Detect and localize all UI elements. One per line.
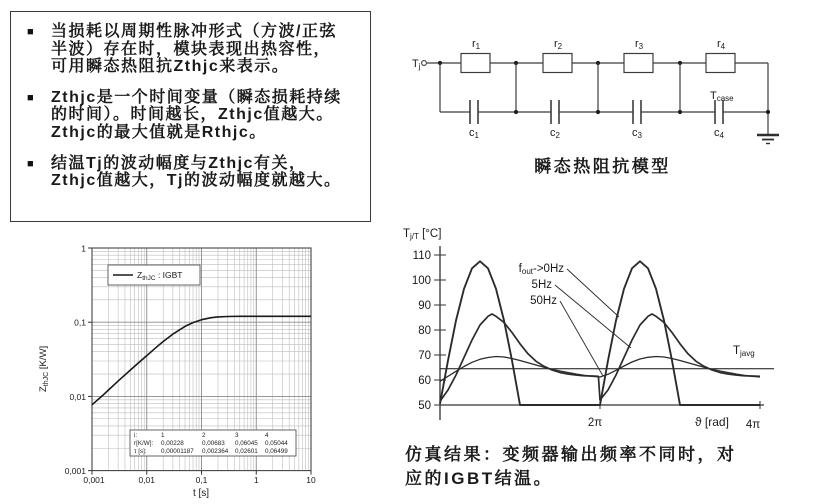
zth-x-ticks xyxy=(83,471,316,485)
table-cell: 0,00228 xyxy=(161,440,184,447)
info-box xyxy=(10,11,371,222)
thermal-impedance-circuit-diagram xyxy=(405,22,805,152)
bullet-text xyxy=(51,155,341,190)
capacitor-c2 xyxy=(550,100,561,140)
bullet-item xyxy=(27,23,364,76)
zth-chart xyxy=(20,240,352,504)
curve-0hz xyxy=(440,261,760,405)
y-tick-label: 0,001 xyxy=(64,466,86,477)
bullet-item xyxy=(27,89,364,142)
bullet-line: Zthjc的最大值就是Rthjc。 xyxy=(51,123,267,141)
bullet-square-icon: ■ xyxy=(27,157,34,170)
circuit-caption: 瞬态热阻抗模型 xyxy=(534,157,671,176)
resistor-r4 xyxy=(706,38,735,73)
table-cell: 0,06045 xyxy=(235,440,258,447)
y-tick-label: 100 xyxy=(411,275,431,287)
y-tick-label: 0,1 xyxy=(74,317,86,328)
table-cell: 3 xyxy=(235,432,239,439)
simulation-caption xyxy=(405,443,795,491)
table-cell: 4 xyxy=(265,432,269,439)
bullet-line: 当损耗以周期性脉冲形式（方波/正弦 xyxy=(51,23,337,40)
tj-y-ticks xyxy=(412,250,446,412)
bullet-text xyxy=(51,89,342,142)
resistor-r2 xyxy=(543,38,572,73)
zth-y-ticks xyxy=(65,244,92,477)
capacitor-c3 xyxy=(632,100,643,140)
bullet-line: 的时间）。时间越长，Zthjc值越大。 xyxy=(51,106,334,124)
r2-label: r2 xyxy=(554,38,563,51)
y-tick-label: 50 xyxy=(418,400,431,412)
table-cell: 0,00683 xyxy=(202,440,225,447)
tj-node xyxy=(412,58,426,71)
x-tick-label: 1 xyxy=(253,475,259,485)
junction-temperature-chart xyxy=(400,220,790,440)
caption-line: 仿真结果：变频器输出频率不同时，对 xyxy=(405,445,737,464)
r4-label: r4 xyxy=(717,38,726,51)
y-tick-label: 1 xyxy=(81,243,86,254)
tcase-label: Tcase xyxy=(710,90,734,103)
table-cell: 0,002364 xyxy=(202,448,229,455)
leader-line-5hz xyxy=(555,285,631,348)
terminal-circle-icon xyxy=(422,61,427,66)
bullet-line: Zthjc是一个时间变量（瞬态损耗持续 xyxy=(51,88,342,106)
table-cell: 0,05044 xyxy=(265,440,288,447)
label-fout-0hz: fout->0Hz xyxy=(518,263,564,276)
bullet-item xyxy=(27,155,364,190)
zth-x-axis-title: t [s] xyxy=(192,488,210,499)
leader-line-50hz xyxy=(560,301,603,376)
bullet-line: 结温Tj的波动幅度与Zthjc有关， xyxy=(51,154,307,172)
label-50hz: 50Hz xyxy=(530,295,557,307)
ground-icon xyxy=(757,135,779,144)
y-tick-label: 0,01 xyxy=(69,391,86,402)
bullet-line: 可用瞬态热阻抗Zthjc来表示。 xyxy=(51,58,290,76)
resistor-r1 xyxy=(461,38,490,73)
x-tick-label: 0,01 xyxy=(138,475,156,485)
bottom-rail xyxy=(440,110,770,114)
y-tick-label: 80 xyxy=(418,325,431,337)
bullet-text xyxy=(51,23,337,76)
tj-x-axis-title: ϑ [rad] xyxy=(695,415,729,429)
tj-label: Tj xyxy=(412,58,421,71)
tjavg-label: Tjavg xyxy=(733,345,755,358)
zth-legend-label: $Z_{thJC}$ : IGBT xyxy=(137,270,183,282)
x-tick-label: 10 xyxy=(306,475,316,485)
c4-label: c4 xyxy=(714,127,724,140)
y-tick-label: 60 xyxy=(418,375,431,387)
c3-label: c3 xyxy=(632,127,642,140)
bullet-square-icon: ■ xyxy=(27,26,34,38)
c2-label: c2 xyxy=(550,127,560,140)
r3-label: r3 xyxy=(635,38,644,51)
curve-annotations xyxy=(519,263,631,376)
leader-line-0hz xyxy=(567,269,619,317)
zth-y-axis-title: $Z_{thJC}$ [K/W] xyxy=(38,345,50,392)
label-5hz: 5Hz xyxy=(531,279,552,291)
bullet-line: 半波）存在时，模块表现出热容性， xyxy=(51,40,332,58)
x-tick-label: 2π xyxy=(587,417,603,429)
table-cell: i: xyxy=(134,432,138,439)
bullet-square-icon: ■ xyxy=(27,91,34,104)
x-tick-label: 0,1 xyxy=(195,475,208,485)
foster-parameter-table xyxy=(130,430,296,456)
table-cell: 0,06499 xyxy=(265,448,288,455)
x-tick-label: 0,001 xyxy=(83,475,105,485)
table-cell: r[K/W]: xyxy=(134,440,154,447)
tj-axis-title: Tj/T [°C] xyxy=(403,228,442,241)
resistor-r3 xyxy=(624,38,653,73)
bullet-line: Zthjc值越大，Tj的波动幅度就越大。 xyxy=(51,172,342,190)
caption-line: 应的IGBT结温。 xyxy=(405,469,554,488)
table-cell: τ [s]: xyxy=(134,448,147,455)
c1-label: c1 xyxy=(469,127,479,140)
table-cell: 2 xyxy=(202,432,206,439)
capacitor-c4 xyxy=(714,100,725,140)
y-tick-label: 90 xyxy=(418,300,431,312)
y-tick-label: 110 xyxy=(412,250,431,262)
zth-legend xyxy=(108,265,200,285)
table-cell: 1 xyxy=(161,432,165,439)
r1-label: r1 xyxy=(472,38,481,51)
y-tick-label: 70 xyxy=(418,350,431,362)
x-tick-label: 4π xyxy=(745,419,761,431)
table-cell: 0,02601 xyxy=(235,448,258,455)
capacitor-c1 xyxy=(469,100,480,140)
table-cell: 0,00001187 xyxy=(161,448,194,455)
